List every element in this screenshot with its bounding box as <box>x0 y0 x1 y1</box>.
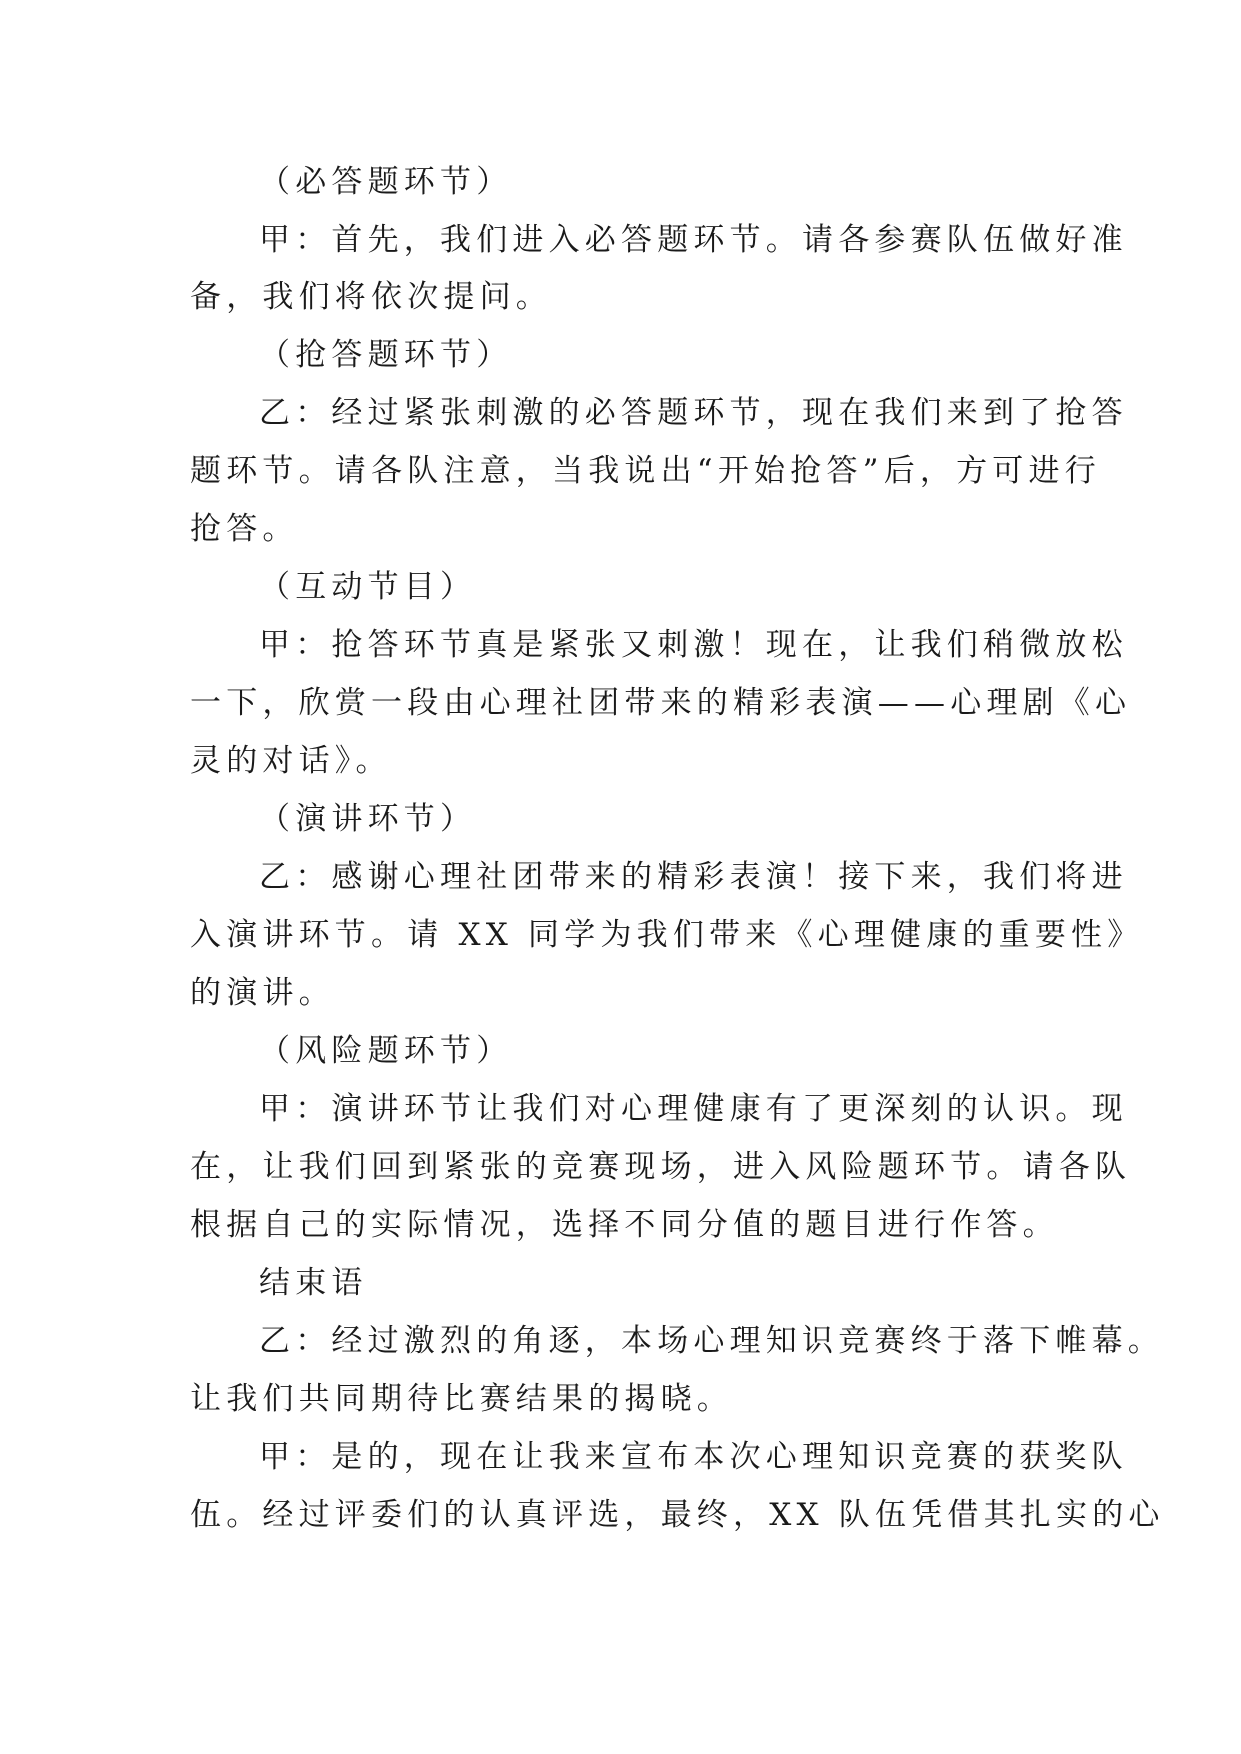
paragraph-line: 题环节。请各队注意，当我说出“开始抢答”后，方可进行 <box>190 453 1101 489</box>
paragraph-line: 的演讲。 <box>190 975 335 1011</box>
paragraph-line: 甲：首先，我们进入必答题环节。请各参赛队伍做好准 <box>259 222 1128 258</box>
paragraph-line: 入演讲环节。请 XX 同学为我们带来《心理健康的重要性》 <box>190 917 1144 953</box>
paragraph-line: 乙：经过紧张刺激的必答题环节，现在我们来到了抢答 <box>259 395 1128 431</box>
section-heading-risk-questions: （风险题环节） <box>259 1033 513 1069</box>
paragraph-line: 根据自己的实际情况，选择不同分值的题目进行作答。 <box>190 1207 1059 1243</box>
section-heading-speech: （演讲环节） <box>259 801 477 837</box>
paragraph-line: 在，让我们回到紧张的竞赛现场，进入风险题环节。请各队 <box>190 1149 1132 1185</box>
paragraph-line: 一下，欣赏一段由心理社团带来的精彩表演——心理剧《心 <box>190 685 1132 721</box>
paragraph-line: 甲：是的，现在让我来宣布本次心理知识竞赛的获奖队 <box>259 1439 1128 1475</box>
paragraph-line: 备，我们将依次提问。 <box>190 279 552 315</box>
paragraph-line: 乙：经过激烈的角逐，本场心理知识竞赛终于落下帷幕。 <box>259 1323 1164 1359</box>
paragraph-line: 让我们共同期待比赛结果的揭晓。 <box>190 1381 733 1417</box>
section-heading-interactive-program: （互动节目） <box>259 569 477 605</box>
paragraph-line: 甲：演讲环节让我们对心理健康有了更深刻的认识。现 <box>259 1091 1128 1127</box>
paragraph-line: 伍。经过评委们的认真评选，最终，XX 队伍凭借其扎实的心 <box>190 1497 1165 1533</box>
paragraph-line: 灵的对话》。 <box>190 743 392 779</box>
section-heading-buzzer-questions: （抢答题环节） <box>259 337 513 373</box>
section-heading-required-questions: （必答题环节） <box>259 164 513 200</box>
paragraph-line: 抢答。 <box>190 511 299 547</box>
section-heading-closing: 结束语 <box>259 1265 368 1301</box>
paragraph-line: 乙：感谢心理社团带来的精彩表演！接下来，我们将进 <box>259 859 1128 895</box>
paragraph-line: 甲：抢答环节真是紧张又刺激！现在，让我们稍微放松 <box>259 627 1128 663</box>
